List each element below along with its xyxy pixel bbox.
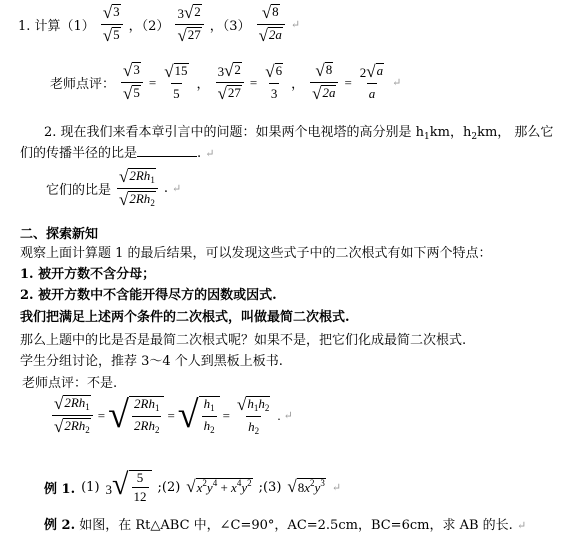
point-2-text: 2. 被开方数中不含能开得尽方的因数或因式. — [20, 288, 277, 303]
section-title — [20, 223, 572, 242]
fraction-d: √ 6 3 — [265, 62, 283, 101]
question-2-line2: 们的传播半径的比是 . ↵ — [20, 146, 215, 161]
sqrt-fraction-1: √ $\frac{2Rh_1}{2Rh_2}$ — [108, 396, 164, 436]
ex2-label: 例 2. — [44, 518, 76, 533]
paragraph-mark: ↵ — [205, 147, 215, 160]
intro-line: 观察上面计算题 1 的最后结果，可以发现这些式子中的二次根式有如下两个特点： — [20, 246, 492, 261]
q1-part2: ，（2） — [128, 19, 170, 34]
ex1-part2-label: ;(2) — [157, 479, 181, 495]
fraction-c: 3 √ 2 √ 27 — [216, 62, 244, 103]
discussion-line — [20, 350, 572, 369]
sqrt-fraction-2: √ $\frac{h_1}{h_2}$ — [178, 396, 220, 436]
q1-part3: ，（3） — [209, 19, 251, 34]
q2-line2-text: 们的传播半径的比是 — [20, 146, 138, 161]
definition — [20, 306, 572, 325]
ratio-line: 它们的比是 √ $2Rh_1$ √ $2Rh_2$ . ↵ — [46, 167, 182, 209]
question-1 — [18, 4, 300, 45]
section-title-text: 二、探索新知 — [20, 227, 99, 242]
paragraph-mark: ↵ — [283, 410, 293, 422]
paragraph-mark: ↵ — [516, 519, 527, 532]
point-2 — [20, 284, 572, 303]
paragraph-mark: ↵ — [171, 182, 182, 195]
q2-line1b-text: km，h — [429, 125, 472, 140]
definition-text: 我们把满足上述两个条件的二次根式，叫做最简二次根式. — [20, 310, 350, 325]
paragraph-mark: ↵ — [392, 76, 402, 89]
derivation: √ $2Rh_1$ √ $2Rh_2$ = √ $\frac{2Rh_1}{2Rh_2}$ = √ $\frac{h_1}{h_2}$ = √ $h_1h_2$ $h_2$ . ↵ — [54, 393, 293, 436]
example-2 — [44, 514, 572, 533]
fraction-sqrt3-over-sqrt5: √ 3 √ 5 — [101, 4, 123, 45]
paragraph-mark: ↵ — [331, 480, 342, 494]
teacher2-text: 老师点评：不是. — [22, 376, 118, 391]
q1-prefix: 1. 计算（1） — [18, 19, 95, 34]
fraction-a: √ 3 √ 5 — [121, 62, 143, 103]
answer-blank[interactable] — [137, 146, 197, 157]
fraction-3sqrt2-over-sqrt27: 3 √ 2 √ 27 — [175, 4, 203, 45]
ex1-label: 例 1. — [44, 481, 76, 497]
fraction-sqrt8-over-sqrt2a: √ 8 √ 2a — [257, 4, 285, 45]
ex1-part3-label: ;(3) — [258, 479, 282, 495]
question-2-line1: 2. 现在我们来看本章引言中的问题：如果两个电视塔的高分别是 $h_1km$，$h_2km$， 那么它 — [44, 125, 554, 142]
intro-text — [20, 242, 572, 261]
ex1-expression-2: √ $x^2y^4 + x^4y^2$ — [186, 477, 252, 497]
ex1-part1-label: (1) — [81, 479, 100, 495]
paragraph-mark: ↵ — [290, 18, 301, 31]
fraction-ratio-start: √ $2Rh_1$ √ $2Rh_2$ — [52, 395, 93, 436]
fraction-e: √ 8 √ 2a — [310, 62, 338, 103]
ex1-expression-3: √ $8x^2y^3$ — [287, 477, 325, 497]
discussion-text: 学生分组讨论，推荐 3～4 个人到黑板上板书. — [20, 354, 283, 369]
point-1 — [20, 263, 572, 282]
ex1-expression-1: 3 √ $\frac{5}{12}$ — [106, 470, 152, 505]
point-1-text: 1. 被开方数不含分母； — [20, 267, 156, 282]
question-line — [20, 329, 572, 348]
fraction-b: √ 15 5 — [164, 62, 188, 101]
fraction-ratio: √ $2Rh_1$ √ $2Rh_2$ — [117, 168, 158, 209]
teacher1-label: 老师点评： — [50, 77, 116, 92]
teacher-comment-2 — [22, 372, 572, 391]
ratio-label: 它们的比是 — [46, 183, 112, 198]
q2-line1-text: 2. 现在我们来看本章引言中的问题：如果两个电视塔的高分别是 h — [44, 125, 425, 140]
q2-line1c-text: km， 那么它 — [477, 125, 554, 140]
teacher-comment-1: 老师点评： √ 3 √ 5 = √ 15 5 ， 3 √ 2 √ 27 = √ 6 3 ， √ 8 √ 2a = 2 √ a a ↵ — [50, 61, 402, 103]
fraction-result: √ $h_1h_2$ $h_2$ — [237, 394, 270, 436]
fraction-f: 2 √ a a — [359, 62, 384, 101]
question-text: 那么上题中的比是否是最简二次根式呢？如果不是，把它们化成最简二次根式. — [20, 333, 467, 348]
example-1 — [44, 470, 341, 505]
ex2-text: 如图，在 Rt△ABC 中，∠C=90°，AC=2.5cm，BC=6cm，求 AB 的长. — [79, 518, 513, 533]
